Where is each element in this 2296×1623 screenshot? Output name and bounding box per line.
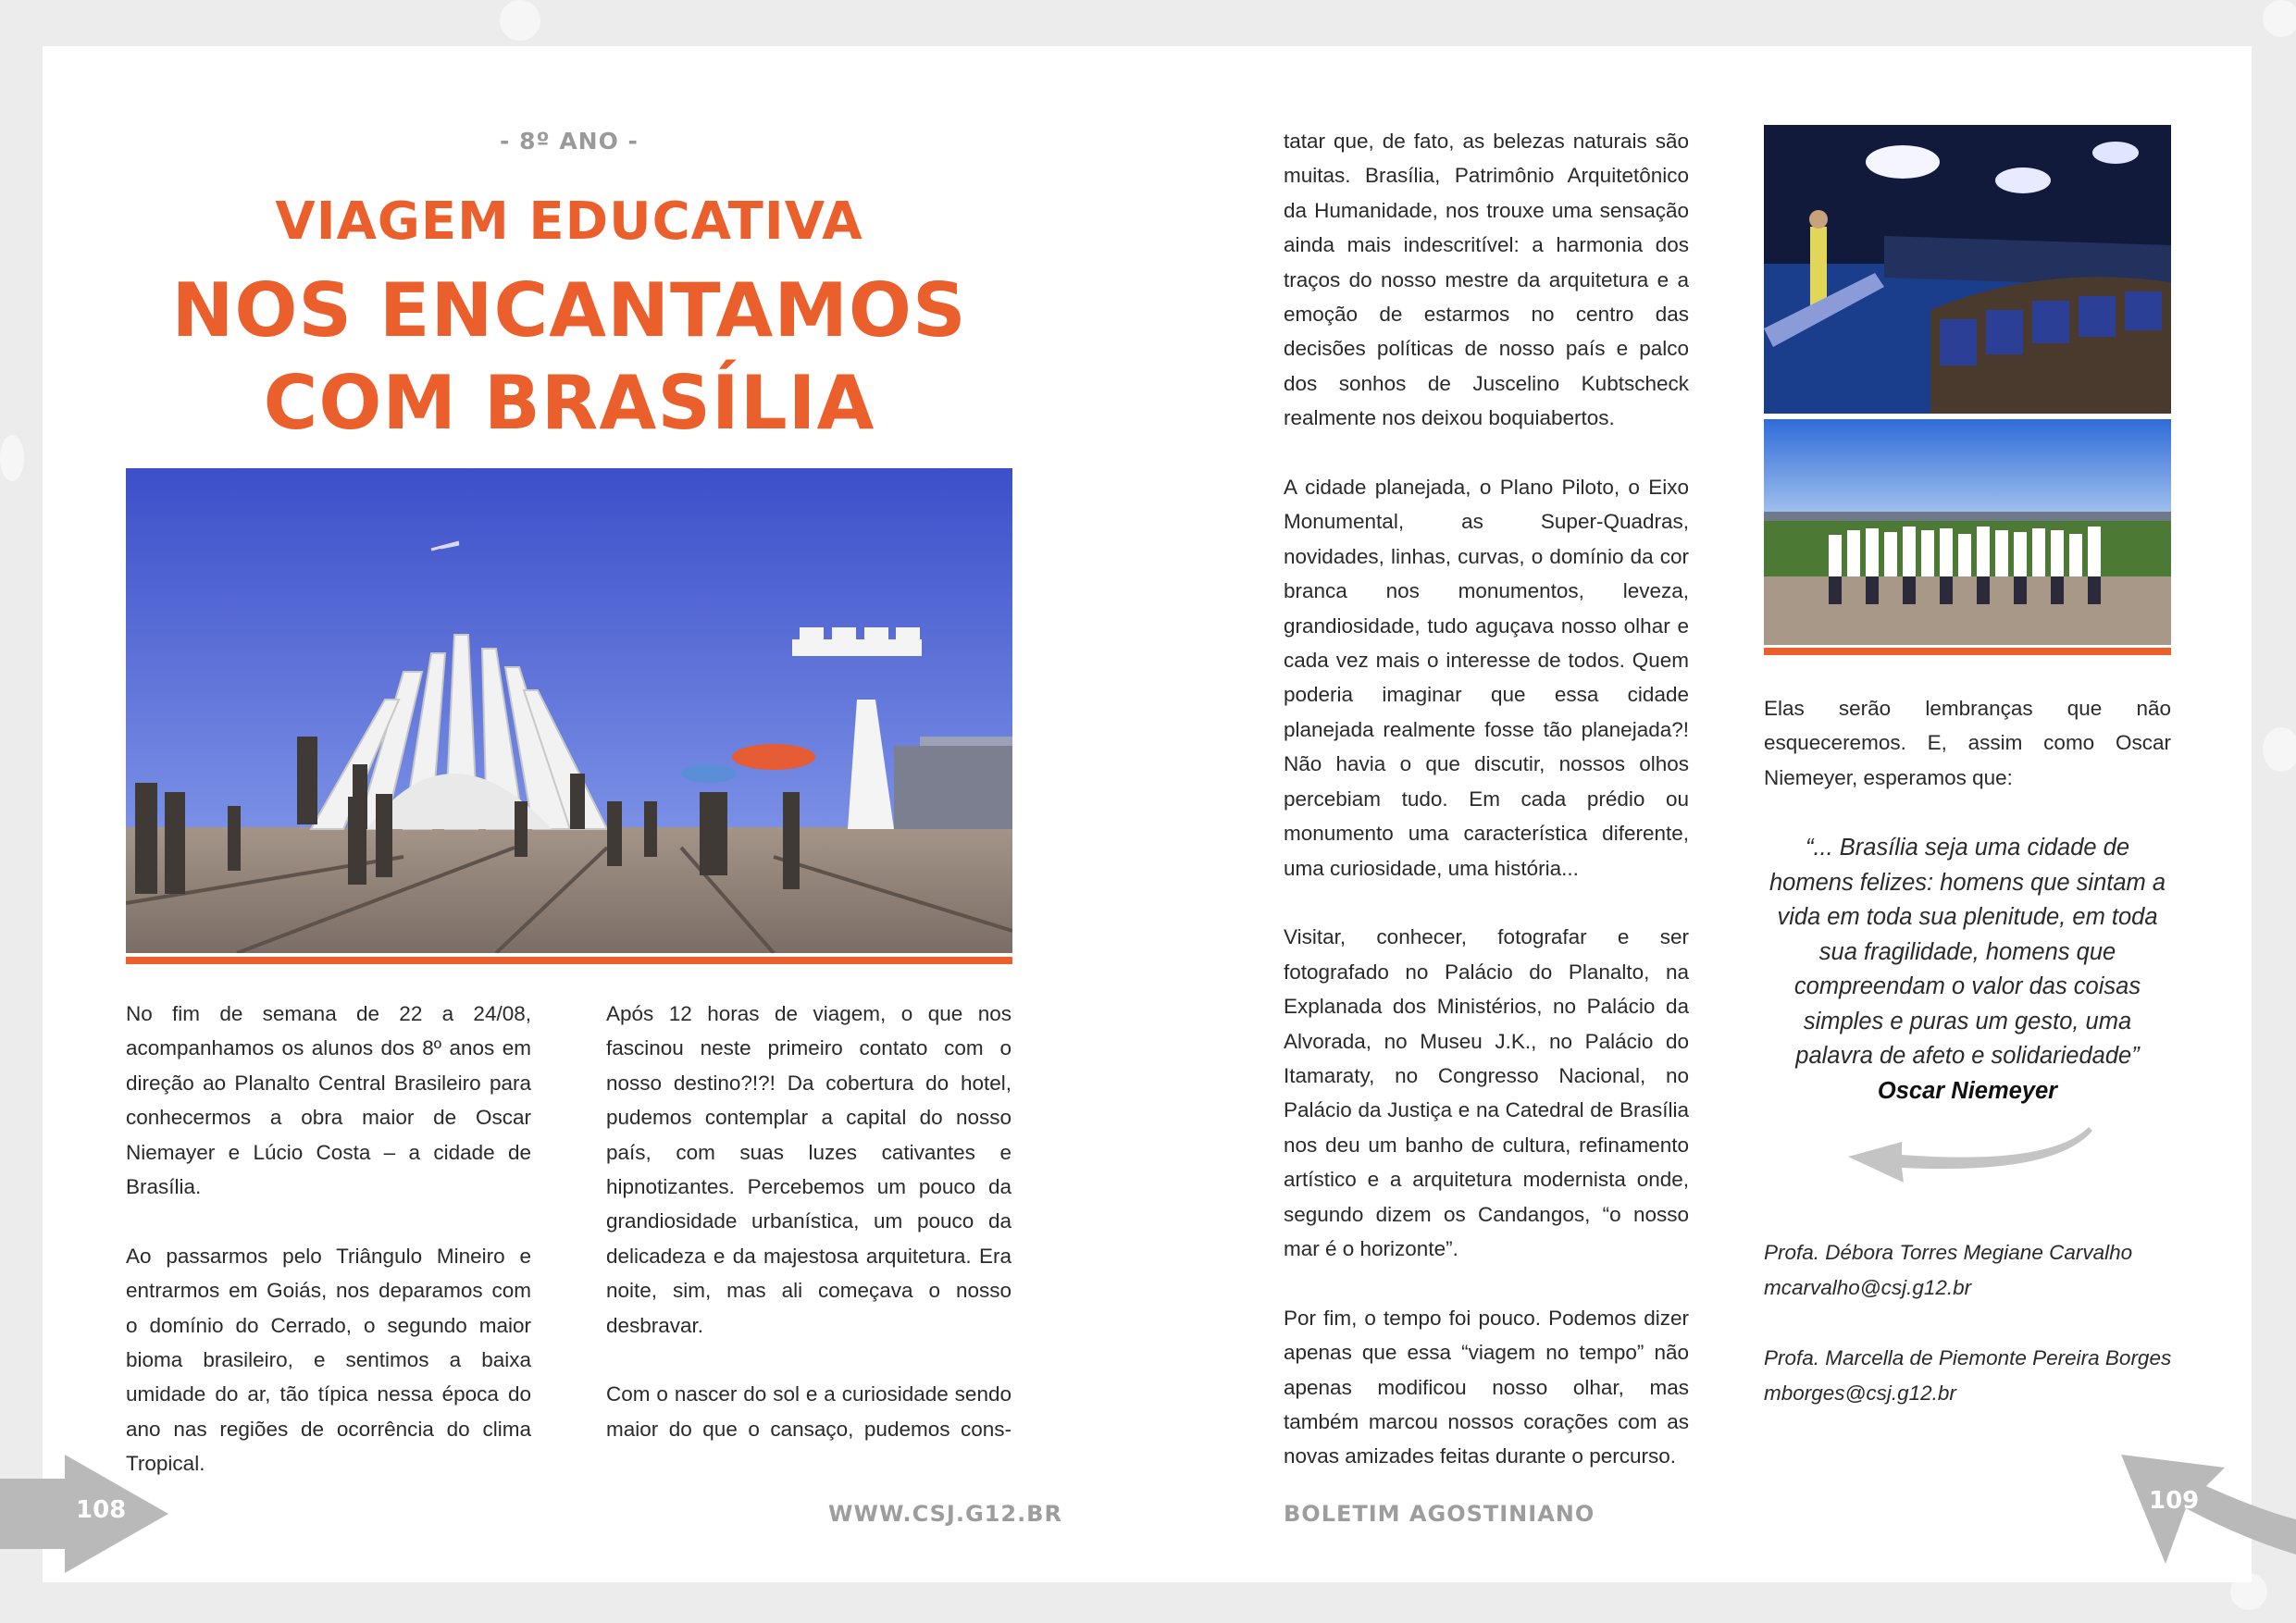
text-column-4 [1764,691,2171,830]
photo-underline [126,957,1012,964]
background-bubble [0,435,24,481]
curved-arrow-icon [1846,1110,2096,1184]
paragraph: Elas serão lembranças que não esqueceremos. E, assim como Oscar Niemeyer, esperamos que: [1764,697,2171,789]
left-page-number: 108 [76,1496,127,1524]
signature-2-email: mborges@csj.g12.br [1764,1381,1956,1405]
quote-author: Oscar Niemeyer [1877,1077,2058,1104]
group-photo [1764,419,2171,645]
article-title-line-1: VIAGEM EDUCATIVA [275,192,863,252]
section-kicker: - 8º ANO - [500,128,639,155]
signature-2-name: Profa. Marcella de Piemonte Pereira Borges [1764,1346,2172,1369]
right-page-number: 109 [2149,1487,2200,1515]
cathedral-photo [126,468,1012,953]
paragraph: A cidade planejada, o Plano Piloto, o Eixo Monumental, as Super-Quadras, novidades, linhas, curvas, o domínio da cor branca nos monumentos, leveza, grandiosidade, tudo aguçava nosso olhar e cada vez mais o interesse de todos. Quem poderia imaginar que essa cidade planejada realmente fosse tão planejada?! Não havia o que discutir, nossos olhos percebiam tudo. Em cada prédio ou monumento uma característica diferente, uma curiosidade, uma história... [1284,476,1689,880]
quote-text: “... Brasília seja uma cidade de homens felizes: homens que sintam a vida em toda sua plenitude, em toda sua fragilidade, homens que compreendam o valor das coisas simples e puras um gesto, uma palavra de afeto e solidariedade” [1769,835,2166,1069]
senate-chamber-photo [1764,125,2171,414]
signature-1-name: Profa. Débora Torres Megiane Carvalho [1764,1241,2133,1264]
paragraph: Por fim, o tempo foi pouco. Podemos dizer apenas que essa “viagem no tempo” não apenas modificou nosso olhar, mas também marcou nossos corações com as novas amizades feitas durante o percurso. [1284,1306,1689,1468]
article-title-line-3: COM BRASÍLIA [263,360,875,446]
paragraph: Visitar, conhecer, fotografar e ser fotografado no Palácio do Planalto, na Explanada dos Ministérios, no Palácio da Alvorada, no Museu J.K., no Palácio do Itamaraty, no Congresso Nacional, no Palácio da Justiça e na Catedral de Brasília nos deu um banho de cultura, refinamento artístico e a arquitetura modernista onde, segundo dizem os Candangos, “o nosso mar é o horizonte”. [1284,925,1689,1260]
right-page-arrow-icon [2121,1455,2296,1566]
paragraph: Com o nascer do sol e a curiosidade sendo maior do que o cansaço, pudemos cons- [606,1382,1011,1441]
footer-publication: BOLETIM AGOSTINIANO [1284,1501,1595,1527]
paragraph: Após 12 horas de viagem, o que nos fascinou neste primeiro contato com o nosso destino?!?! Da cobertura do hotel, pudemos contemplar a capital do nosso país, com suas luzes cativantes e hipnotizantes. Percebemos um pouco da grandiosidade urbanística, um pouco da delicadeza e da majestosa arquitetura. Era noite, sim, mas ali começava o nosso desbravar. [606,1002,1011,1337]
paragraph: tatar que, de fato, as belezas naturais são muitas. Brasília, Patrimônio Arquitetônico da Humanidade, nos trouxe uma sensação ainda mais indescritível: a harmonia dos traços do nosso mestre da arquitetura e a emoção de estarmos no centro das decisões políticas de nosso país e palco dos sonhos de Juscelino Kubtscheck realmente nos deixou boquiabertos. [1284,130,1689,430]
signature-1-email: mcarvalho@csj.g12.br [1764,1276,1972,1299]
paragraph: No fim de semana de 22 a 24/08, acompanhamos os alunos dos 8º anos em direção ao Planalto Central Brasileiro para conhecermos a obra maior de Oscar Niemayer e Lúcio Costa – a cidade de Brasília. [126,1002,531,1199]
background-bubble [2263,0,2296,37]
article-title-line-2: NOS ENCANTAMOS [171,267,967,353]
text-column-3 [1284,124,1689,1508]
footer-website: WWW.CSJ.G12.BR [828,1501,1062,1527]
niemeyer-quote [1764,831,2171,1109]
background-bubble [2263,727,2296,772]
background-bubble [500,0,540,41]
text-column-2 [606,997,1011,1481]
text-column-1 [126,997,531,1516]
paragraph: Ao passarmos pelo Triângulo Mineiro e entrarmos em Goiás, nos deparamos com o domínio do Cerrado, o segundo maior bioma brasileiro, e sentimos a baixa umidade do ar, tão típica nessa época do ano nas regiões de ocorrência do clima Tropical. [126,1244,531,1476]
photo-underline [1764,648,2171,655]
